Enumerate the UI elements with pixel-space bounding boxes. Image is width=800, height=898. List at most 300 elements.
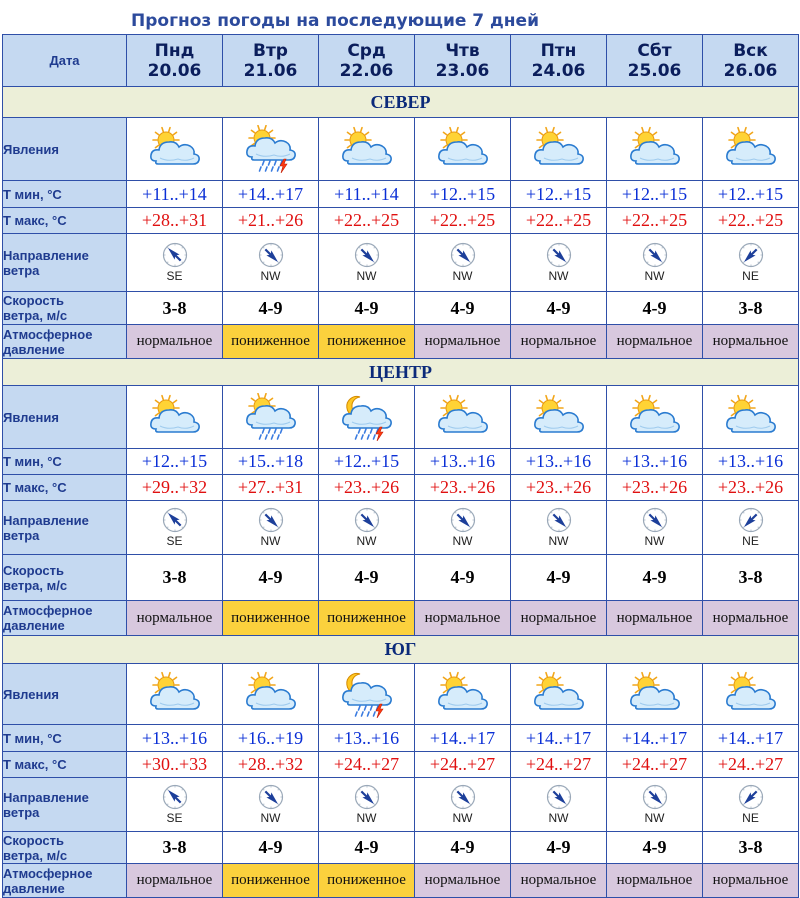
pressure-value: нормальное [127, 601, 223, 636]
partly-cloudy-icon [528, 125, 590, 173]
day-name: Срд [347, 40, 386, 61]
wind-direction [415, 507, 510, 548]
tmax-value: +23..+26 [319, 475, 415, 501]
day-date: 21.06 [243, 60, 298, 81]
wind-direction [607, 242, 702, 283]
wind-direction-cell [223, 778, 319, 832]
day-header [127, 35, 223, 87]
wind-direction-icon [642, 242, 668, 268]
tmin-value: +13..+16 [607, 449, 703, 475]
wind-direction-icon [738, 242, 764, 268]
partly-cloudy-icon [624, 670, 686, 718]
tmin-value: +13..+16 [511, 449, 607, 475]
pressure-value: пониженное [319, 325, 415, 359]
wind-direction-row [3, 778, 799, 832]
rain-sun-icon [240, 393, 302, 441]
header-row [3, 35, 799, 87]
wind-direction-row [3, 234, 799, 292]
weather-cell [223, 664, 319, 725]
wind-direction-code: NW [644, 269, 665, 283]
wind-direction [223, 784, 318, 825]
wind-direction-code: NE [742, 811, 759, 825]
wind-direction-code: NW [260, 811, 281, 825]
wind-direction-icon [162, 784, 188, 810]
row-label-text: ветра [3, 527, 40, 543]
wind-direction-icon [450, 242, 476, 268]
thunderstorm-sun-icon [240, 125, 302, 173]
row-label [3, 601, 127, 636]
phenomena-row [3, 664, 799, 725]
pressure-value: пониженное [319, 864, 415, 898]
weather-cell [511, 386, 607, 449]
wind-direction-icon [450, 507, 476, 533]
tmin-value: +14..+17 [511, 725, 607, 752]
wind-direction-icon [258, 507, 284, 533]
weather-cell [703, 118, 799, 181]
tmax-row [3, 208, 799, 234]
wind-direction-icon [258, 784, 284, 810]
date-label: Дата [3, 35, 127, 87]
day-name: Чтв [445, 40, 480, 61]
wind-speed-value: 3-8 [127, 555, 223, 601]
row-label-text: Т макс, °С [3, 213, 67, 228]
row-label-text: ветра, м/с [3, 847, 68, 863]
pressure-row [3, 864, 799, 898]
wind-direction-code: NW [644, 811, 665, 825]
day-date: 23.06 [435, 60, 490, 81]
tmin-row [3, 449, 799, 475]
row-label-text: Т мин, °С [3, 186, 62, 202]
row-label [3, 725, 127, 752]
wind-direction-cell [607, 778, 703, 832]
row-label [3, 449, 127, 475]
wind-direction-icon [738, 507, 764, 533]
weather-cell [607, 664, 703, 725]
forecast-table [2, 34, 799, 898]
wind-speed-value: 3-8 [703, 555, 799, 601]
wind-direction [127, 784, 222, 825]
weather-cell [511, 118, 607, 181]
wind-speed-value: 4-9 [511, 832, 607, 864]
partly-cloudy-icon [528, 670, 590, 718]
tmax-value: +22..+25 [415, 208, 511, 234]
wind-speed-value: 3-8 [127, 292, 223, 325]
tmax-value: +23..+26 [703, 475, 799, 501]
tmin-row [3, 181, 799, 208]
tmin-value: +12..+15 [319, 449, 415, 475]
wind-direction-cell [703, 234, 799, 292]
wind-direction-cell [127, 234, 223, 292]
tmax-value: +24..+27 [703, 752, 799, 778]
wind-direction [415, 784, 510, 825]
row-label [3, 386, 127, 449]
wind-speed-row [3, 832, 799, 864]
row-label-text: Направление [3, 247, 89, 263]
wind-speed-value: 3-8 [703, 832, 799, 864]
tmin-value: +13..+16 [703, 449, 799, 475]
day-header [607, 35, 703, 87]
partly-cloudy-icon [720, 125, 782, 173]
day-header [319, 35, 415, 87]
row-label [3, 501, 127, 555]
row-label-text: давление [3, 341, 65, 357]
row-label-text: ветра, м/с [3, 577, 68, 593]
wind-direction-cell [511, 778, 607, 832]
pressure-value: нормальное [703, 864, 799, 898]
wind-speed-value: 4-9 [511, 292, 607, 325]
wind-direction-code: NE [742, 534, 759, 548]
wind-direction-code: NW [644, 534, 665, 548]
wind-speed-value: 4-9 [223, 832, 319, 864]
tmax-value: +27..+31 [223, 475, 319, 501]
wind-direction-cell [319, 234, 415, 292]
day-name: Вск [733, 40, 768, 61]
wind-direction-cell [703, 501, 799, 555]
weather-cell [319, 386, 415, 449]
pressure-value: пониженное [223, 601, 319, 636]
pressure-row [3, 601, 799, 636]
wind-speed-value: 4-9 [607, 832, 703, 864]
row-label-text: Явления [3, 141, 59, 157]
tmax-value: +24..+27 [415, 752, 511, 778]
pressure-value: нормальное [415, 325, 511, 359]
wind-direction-icon [162, 507, 188, 533]
tmax-row [3, 475, 799, 501]
row-label [3, 555, 127, 601]
pressure-value: нормальное [511, 864, 607, 898]
wind-direction-icon [162, 242, 188, 268]
pressure-value: нормальное [703, 325, 799, 359]
row-label [3, 778, 127, 832]
tmin-value: +12..+15 [415, 181, 511, 208]
wind-direction-code: NW [260, 534, 281, 548]
wind-direction [223, 242, 318, 283]
wind-direction [703, 242, 798, 283]
tmin-value: +14..+17 [415, 725, 511, 752]
wind-speed-value: 3-8 [127, 832, 223, 864]
tmin-value: +13..+16 [127, 725, 223, 752]
tmin-value: +11..+14 [127, 181, 223, 208]
thunderstorm-moon-icon [336, 670, 398, 718]
tmax-value: +24..+27 [319, 752, 415, 778]
wind-speed-value: 4-9 [607, 555, 703, 601]
row-label-text: Атмосферное [3, 326, 93, 342]
tmax-value: +30..+33 [127, 752, 223, 778]
partly-cloudy-icon [624, 125, 686, 173]
wind-direction-code: NW [548, 269, 569, 283]
wind-direction-icon [546, 242, 572, 268]
wind-direction-icon [642, 784, 668, 810]
wind-direction-icon [354, 242, 380, 268]
wind-direction-code: NW [356, 269, 377, 283]
day-header [511, 35, 607, 87]
tmax-value: +22..+25 [607, 208, 703, 234]
weather-cell [607, 118, 703, 181]
wind-direction-cell [703, 778, 799, 832]
row-label-text: ветра [3, 804, 40, 820]
wind-direction-code: SE [166, 269, 183, 283]
wind-direction-cell [415, 234, 511, 292]
day-header [223, 35, 319, 87]
day-date: 26.06 [723, 60, 778, 81]
wind-direction [319, 507, 414, 548]
wind-direction-cell [319, 778, 415, 832]
row-label [3, 181, 127, 208]
wind-direction-icon [450, 784, 476, 810]
region-row [3, 359, 799, 386]
phenomena-row [3, 386, 799, 449]
weather-cell [415, 664, 511, 725]
wind-direction-code: NW [452, 534, 473, 548]
tmax-value: +29..+32 [127, 475, 223, 501]
wind-direction-code: NW [548, 534, 569, 548]
day-date: 25.06 [627, 60, 682, 81]
row-label-text: Т мин, °С [3, 454, 62, 469]
tmin-value: +13..+16 [415, 449, 511, 475]
wind-direction [607, 507, 702, 548]
wind-speed-value: 4-9 [319, 555, 415, 601]
tmax-value: +28..+32 [223, 752, 319, 778]
pressure-value: нормальное [607, 601, 703, 636]
partly-cloudy-icon [720, 393, 782, 441]
tmax-value: +22..+25 [319, 208, 415, 234]
day-header [703, 35, 799, 87]
row-label-text: ветра, м/с [3, 308, 68, 323]
wind-direction-cell [607, 234, 703, 292]
wind-direction-cell [223, 501, 319, 555]
region-row [3, 87, 799, 118]
wind-speed-value: 4-9 [511, 555, 607, 601]
weather-cell [127, 118, 223, 181]
wind-direction-cell [127, 778, 223, 832]
row-label [3, 864, 127, 898]
weather-cell [127, 664, 223, 725]
row-label-text: Атмосферное [3, 603, 93, 618]
wind-speed-value: 4-9 [223, 292, 319, 325]
row-label-text: давление [3, 618, 65, 633]
partly-cloudy-icon [144, 393, 206, 441]
day-name: Птн [540, 40, 577, 61]
row-label [3, 292, 127, 325]
wind-direction-cell [223, 234, 319, 292]
wind-direction-icon [738, 784, 764, 810]
row-label-text: Скорость [3, 293, 64, 308]
wind-direction-icon [546, 784, 572, 810]
tmax-row [3, 752, 799, 778]
wind-direction-code: SE [166, 534, 183, 548]
pressure-row [3, 325, 799, 359]
tmin-value: +11..+14 [319, 181, 415, 208]
wind-direction [607, 784, 702, 825]
partly-cloudy-icon [720, 670, 782, 718]
partly-cloudy-icon [144, 125, 206, 173]
wind-direction [127, 507, 222, 548]
wind-direction [223, 507, 318, 548]
pressure-value: нормальное [607, 325, 703, 359]
wind-direction-icon [258, 242, 284, 268]
wind-direction-code: NW [452, 811, 473, 825]
wind-direction-cell [511, 501, 607, 555]
tmax-value: +23..+26 [415, 475, 511, 501]
tmax-value: +28..+31 [127, 208, 223, 234]
weather-cell [511, 664, 607, 725]
wind-direction [511, 507, 606, 548]
wind-speed-row [3, 555, 799, 601]
tmin-value: +12..+15 [607, 181, 703, 208]
wind-direction-icon [354, 784, 380, 810]
row-label [3, 475, 127, 501]
pressure-value: пониженное [223, 864, 319, 898]
wind-direction-icon [546, 507, 572, 533]
day-date: 22.06 [339, 60, 394, 81]
region-title: ЮГ [3, 636, 799, 664]
weather-cell [703, 664, 799, 725]
tmax-value: +21..+26 [223, 208, 319, 234]
tmax-value: +24..+27 [511, 752, 607, 778]
wind-direction [415, 242, 510, 283]
wind-speed-value: 4-9 [319, 292, 415, 325]
weather-cell [607, 386, 703, 449]
phenomena-row [3, 118, 799, 181]
region-title: ЦЕНТР [3, 359, 799, 386]
row-label-text: Скорость [3, 832, 64, 848]
pressure-value: пониженное [223, 325, 319, 359]
wind-direction [511, 242, 606, 283]
tmin-value: +13..+16 [319, 725, 415, 752]
wind-direction [703, 507, 798, 548]
tmax-value: +23..+26 [511, 475, 607, 501]
weather-cell [703, 386, 799, 449]
row-label [3, 208, 127, 234]
wind-direction [127, 242, 222, 283]
wind-direction-code: NE [742, 269, 759, 283]
tmax-value: +22..+25 [511, 208, 607, 234]
row-label-text: Явления [3, 686, 59, 702]
weather-cell [319, 118, 415, 181]
wind-direction-code: NW [548, 811, 569, 825]
weather-cell [415, 118, 511, 181]
wind-speed-value: 4-9 [415, 292, 511, 325]
day-name: Втр [253, 40, 288, 61]
wind-direction [703, 784, 798, 825]
pressure-value: нормальное [127, 325, 223, 359]
row-label-text: Скорость [3, 562, 64, 578]
wind-speed-value: 3-8 [703, 292, 799, 325]
row-label-text: Т мин, °С [3, 730, 62, 746]
pressure-value: нормальное [415, 864, 511, 898]
partly-cloudy-icon [432, 125, 494, 173]
wind-speed-value: 4-9 [415, 832, 511, 864]
page-title: Прогноз погоды на последующие 7 дней [131, 11, 539, 31]
partly-cloudy-icon [624, 393, 686, 441]
wind-direction-code: NW [452, 269, 473, 283]
row-label-text: Т макс, °С [3, 757, 67, 772]
tmax-value: +22..+25 [703, 208, 799, 234]
tmin-value: +12..+15 [127, 449, 223, 475]
tmin-value: +14..+17 [703, 725, 799, 752]
wind-direction-code: NW [356, 811, 377, 825]
wind-speed-value: 4-9 [223, 555, 319, 601]
row-label [3, 832, 127, 864]
region-title: СЕВЕР [3, 87, 799, 118]
tmin-value: +12..+15 [703, 181, 799, 208]
pressure-value: нормальное [511, 325, 607, 359]
partly-cloudy-icon [528, 393, 590, 441]
row-label [3, 664, 127, 725]
wind-direction [511, 784, 606, 825]
row-label-text: Атмосферное [3, 865, 93, 881]
tmax-value: +24..+27 [607, 752, 703, 778]
wind-direction-cell [511, 234, 607, 292]
row-label-text: давление [3, 880, 65, 896]
wind-direction-icon [354, 507, 380, 533]
weather-cell [127, 386, 223, 449]
row-label-text: Т макс, °С [3, 480, 67, 495]
wind-direction [319, 242, 414, 283]
weather-cell [319, 664, 415, 725]
weather-cell [223, 118, 319, 181]
wind-direction-code: NW [356, 534, 377, 548]
wind-speed-value: 4-9 [607, 292, 703, 325]
day-name: Пнд [154, 40, 195, 61]
wind-direction-cell [415, 501, 511, 555]
partly-cloudy-icon [240, 670, 302, 718]
weather-cell [223, 386, 319, 449]
partly-cloudy-icon [144, 670, 206, 718]
day-date: 24.06 [531, 60, 586, 81]
partly-cloudy-icon [432, 393, 494, 441]
wind-speed-value: 4-9 [319, 832, 415, 864]
pressure-value: нормальное [703, 601, 799, 636]
wind-direction-cell [127, 501, 223, 555]
row-label-text: Направление [3, 512, 89, 528]
row-label [3, 752, 127, 778]
day-date: 20.06 [147, 60, 202, 81]
row-label-text: ветра [3, 262, 40, 278]
pressure-value: нормальное [415, 601, 511, 636]
tmin-value: +16..+19 [223, 725, 319, 752]
partly-cloudy-icon [336, 125, 398, 173]
wind-direction [319, 784, 414, 825]
row-label [3, 118, 127, 181]
pressure-value: пониженное [319, 601, 415, 636]
wind-direction-cell [415, 778, 511, 832]
tmin-value: +14..+17 [607, 725, 703, 752]
wind-direction-code: NW [260, 269, 281, 283]
tmin-value: +14..+17 [223, 181, 319, 208]
wind-speed-row [3, 292, 799, 325]
tmin-value: +15..+18 [223, 449, 319, 475]
tmax-value: +23..+26 [607, 475, 703, 501]
thunderstorm-moon-icon [336, 393, 398, 441]
pressure-value: нормальное [607, 864, 703, 898]
partly-cloudy-icon [432, 670, 494, 718]
wind-direction-cell [319, 501, 415, 555]
tmin-row [3, 725, 799, 752]
row-label [3, 325, 127, 359]
pressure-value: нормальное [127, 864, 223, 898]
wind-direction-row [3, 501, 799, 555]
weather-cell [415, 386, 511, 449]
row-label-text: Направление [3, 789, 89, 805]
wind-direction-cell [607, 501, 703, 555]
region-row [3, 636, 799, 664]
wind-direction-icon [642, 507, 668, 533]
tmin-value: +12..+15 [511, 181, 607, 208]
row-label [3, 234, 127, 292]
row-label-text: Явления [3, 409, 59, 425]
wind-speed-value: 4-9 [415, 555, 511, 601]
